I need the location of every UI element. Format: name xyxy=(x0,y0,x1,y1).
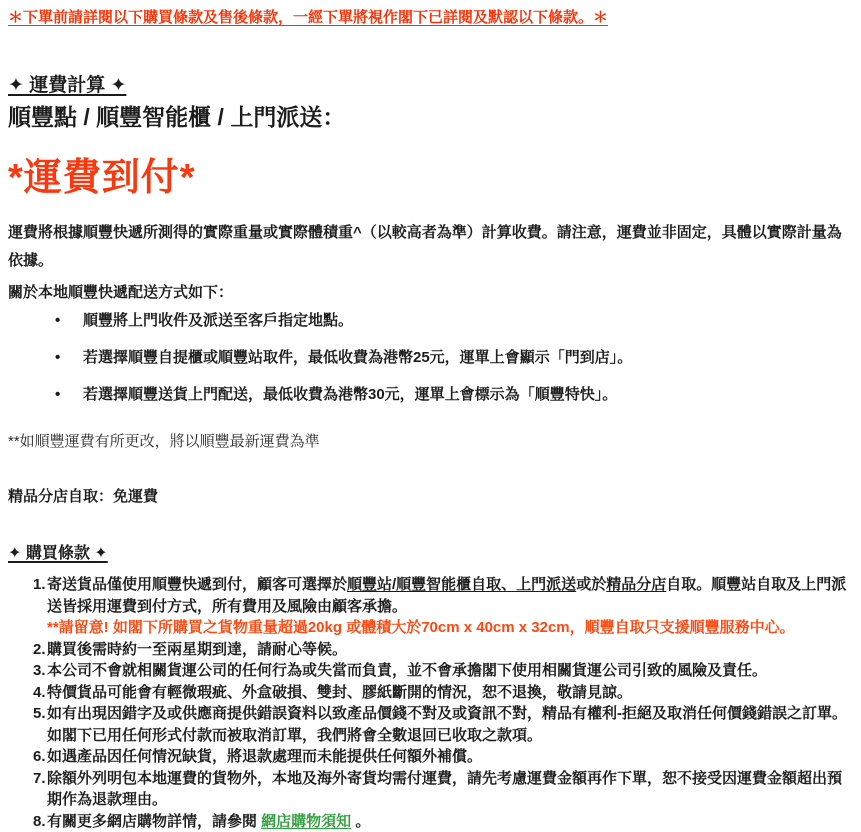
term-item-text: 除額外列明包本地運費的貨物外，本地及海外寄貨均需付運費，請先考慮運費金額再作下單，恕不接受因運費金額超出預期作為退款理由。 xyxy=(47,768,847,811)
term-text-segment: 或於 xyxy=(576,576,606,593)
top-warning-banner: ＊下單前請詳閱以下購買條款及售後條款，一經下單將視作閣下已詳閱及默認以下條款。＊ xyxy=(8,8,853,28)
purchase-terms-heading: ✦ 購買條款 ✦ xyxy=(8,543,853,564)
term-item-text: 如有出現因錯字及或供應商提供錯誤資料以致產品價錢不對及或資訊不對，精品有權利-拒絕及取消任何價錢錯誤之訂單。如閣下已用任何形式付款而被取消訂單，我們將會全數退回已收取之款項。 xyxy=(47,703,847,746)
term-text-segment: 。 xyxy=(351,813,370,830)
term-item xyxy=(33,768,853,811)
list-item-text: 若選擇順豐自提櫃或順豐站取件，最低收費為港幣25元，運單上會顯示「門到店」。 xyxy=(83,347,632,368)
term-item-text: 本公司不會就相關貨運公司的任何行為或失當而負責，並不會承擔閣下使用相關貨運公司引致的風險及責任。 xyxy=(47,660,847,682)
list-number: 8. xyxy=(33,811,47,832)
bullet-icon: • xyxy=(55,310,83,331)
term-text-segment: 寄送貨品僅使用順豐快遞到付，顧客可選擇於 xyxy=(47,576,347,593)
term-item-text xyxy=(47,574,847,639)
shipping-fee-section xyxy=(8,73,853,507)
list-item-text: 順豐將上門收件及派送至客戶指定地點。 xyxy=(83,310,353,331)
fee-explanation-paragraph: 運費將根據順豐快遞所測得的實際重量或實際體積重^（以較高者為準）計算收費。請注意，運費並非固定，具體以實際計量為依據。 xyxy=(8,219,848,275)
list-number: 6. xyxy=(33,746,47,768)
term-item xyxy=(33,574,853,639)
term-underlined-segment: 順豐站/順豐智能櫃自取、上門派送 xyxy=(347,576,576,593)
list-number: 7. xyxy=(33,768,47,790)
terms-list xyxy=(33,574,853,832)
list-number: 2. xyxy=(33,639,47,661)
term-item xyxy=(33,660,853,682)
list-item xyxy=(55,347,853,368)
list-number: 4. xyxy=(33,682,47,704)
list-number: 1. xyxy=(33,574,47,596)
term-text-segment: 有關更多網店購物詳情，請參閱 xyxy=(47,813,261,830)
freight-collect-notice: *運費到付* xyxy=(8,156,853,201)
delivery-intro-paragraph: 關於本地順豐快遞配送方式如下： xyxy=(8,279,853,307)
list-item-text: 若選擇順豐送貨上門配送，最低收費為港幣30元，運單上會標示為「順豐特快」。 xyxy=(83,384,617,405)
term-item-text: 購買後需時約一至兩星期到達，請耐心等候。 xyxy=(47,639,847,661)
term-item xyxy=(33,746,853,768)
term-item xyxy=(33,682,853,704)
term-item xyxy=(33,811,853,832)
delivery-options-list xyxy=(55,310,853,405)
term-item-text: 如遇產品因任何情況缺貨，將退款處理而未能提供任何額外補償。 xyxy=(47,746,847,768)
list-item xyxy=(55,384,853,405)
list-number: 3. xyxy=(33,660,47,682)
bullet-icon: • xyxy=(55,347,83,368)
list-number: 5. xyxy=(33,703,47,725)
size-limit-warning: **請留意! 如閣下所購買之貨物重量超過20kg 或體積大於70cm x 40cm x 32cm，順豐自取只支援順豐服務中心。 xyxy=(47,617,847,639)
terms-page xyxy=(8,8,853,832)
term-underlined-segment: 精品分店 xyxy=(606,576,666,593)
purchase-terms-section xyxy=(8,543,853,832)
term-item xyxy=(33,639,853,661)
store-pickup-note: 精品分店自取：免運費 xyxy=(8,487,853,507)
term-item xyxy=(33,703,853,746)
term-item-text: 特價貨品可能會有輕微瑕疵、外盒破損、雙封、膠紙斷開的情況，恕不退換，敬請見諒。 xyxy=(47,682,847,704)
list-item xyxy=(55,310,853,331)
fee-change-note: **如順豐運費有所更改，將以順豐最新運費為準 xyxy=(8,432,853,452)
term-text-segment: 自取。順豐站自取及上門派送皆採用運費到付方式，所有費用及風險由顧客承擔。 xyxy=(47,576,846,615)
shipping-calc-heading: ✦ 運費計算 ✦ xyxy=(8,73,853,99)
bullet-icon: • xyxy=(55,384,83,405)
delivery-methods-subheading: 順豐點 / 順豐智能櫃 / 上門派送： xyxy=(8,101,853,133)
term-item-text xyxy=(47,811,847,832)
shop-guide-link[interactable]: 網店購物須知 xyxy=(261,813,351,830)
